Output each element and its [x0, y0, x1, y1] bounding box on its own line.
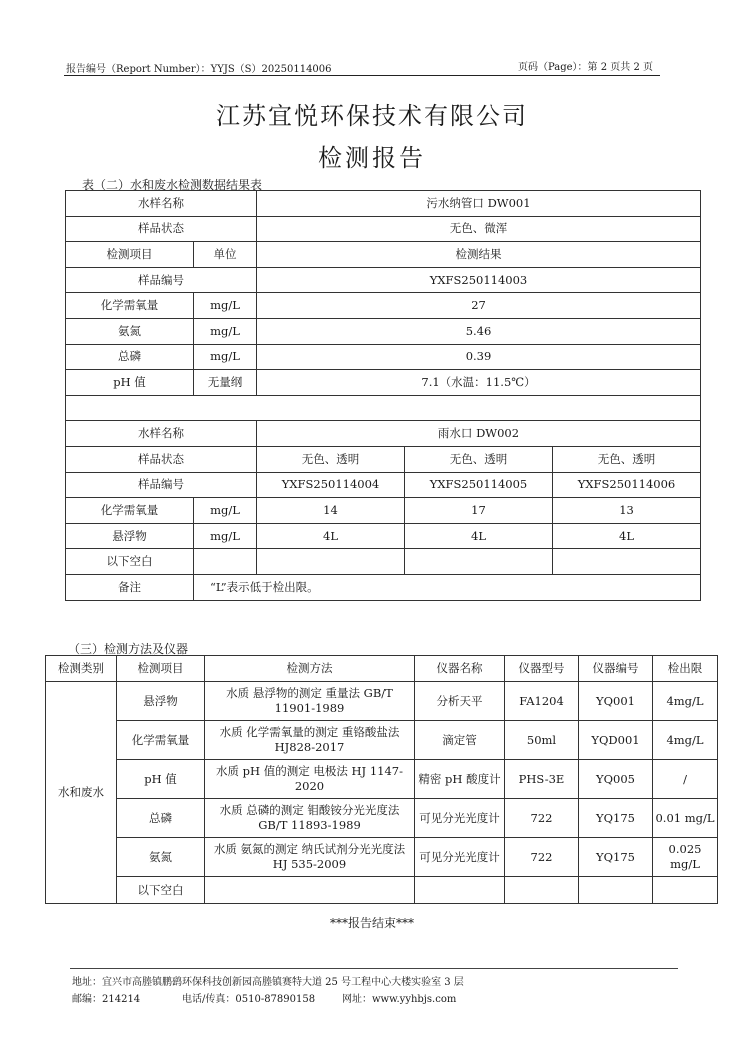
footer-contact — [72, 990, 456, 1005]
item-cell: pH 值 — [66, 370, 194, 396]
value-cell: 14 — [257, 498, 405, 524]
table-row — [66, 191, 701, 217]
header-cell: 检测项目 — [117, 656, 205, 682]
empty-cell — [194, 549, 257, 575]
unit-cell: 无量纲 — [194, 370, 257, 396]
value-cell: 7.1（水温：11.5℃） — [257, 370, 701, 396]
method-cell: 水质 氨氮的测定 纳氏试剂分光光度法 HJ 535-2009 — [205, 838, 415, 877]
category-cell: 水和废水 — [46, 682, 117, 904]
table-row — [66, 216, 701, 242]
value-cell: 4L — [405, 523, 553, 549]
table-row — [66, 446, 701, 472]
company-name: 江苏宜悦环保技术有限公司 — [216, 102, 528, 130]
table-row — [46, 721, 718, 760]
value-cell: YXFS250114005 — [405, 472, 553, 498]
item-cell: 氨氮 — [117, 838, 205, 877]
table-row — [66, 523, 701, 549]
value-cell: 无色、微浑 — [257, 216, 701, 242]
table-row — [46, 799, 718, 838]
limit-cell: 4mg/L — [653, 682, 718, 721]
table3-caption: （三）检测方法及仪器 — [68, 642, 189, 656]
value-cell: 无色、透明 — [553, 446, 701, 472]
value-cell: 无色、透明 — [257, 446, 405, 472]
instrument-cell: 精密 pH 酸度计 — [415, 760, 505, 799]
methods-instruments-table — [45, 655, 718, 904]
item-cell: 总磷 — [117, 799, 205, 838]
item-cell: 悬浮物 — [117, 682, 205, 721]
label-cell: 样品编号 — [66, 472, 257, 498]
number-cell: YQ001 — [579, 682, 653, 721]
number-cell: YQ175 — [579, 838, 653, 877]
table-row — [46, 838, 718, 877]
item-cell: 化学需氧量 — [66, 498, 194, 524]
limit-cell: 0.025 mg/L — [653, 838, 718, 877]
empty-cell — [257, 549, 405, 575]
empty-cell — [66, 395, 701, 421]
label-cell: 水样名称 — [66, 191, 257, 217]
empty-cell — [505, 877, 579, 904]
label-cell: 样品编号 — [66, 267, 257, 293]
header-cell: 仪器编号 — [579, 656, 653, 682]
value-cell: 5.46 — [257, 318, 701, 344]
report-end-mark: ***报告结束*** — [329, 916, 414, 930]
value-cell: 4L — [257, 523, 405, 549]
number-cell: YQ175 — [579, 799, 653, 838]
table-row — [66, 498, 701, 524]
instrument-cell: 分析天平 — [415, 682, 505, 721]
label-cell: 单位 — [194, 242, 257, 268]
table2-caption: 表（二）水和废水检测数据结果表 — [82, 178, 263, 192]
method-cell: 水质 化学需氧量的测定 重铬酸盐法 HJ828-2017 — [205, 721, 415, 760]
table-spacer-row — [66, 395, 701, 421]
water-results-table — [65, 190, 701, 601]
instrument-cell: 可见分光光度计 — [415, 838, 505, 877]
method-cell: 水质 pH 值的测定 电极法 HJ 1147-2020 — [205, 760, 415, 799]
value-cell: 4L — [553, 523, 701, 549]
value-cell: 17 — [405, 498, 553, 524]
value-cell: 0.39 — [257, 344, 701, 370]
table-row — [66, 421, 701, 447]
footer-phone: 电话/传真：0510-87890158 — [182, 994, 316, 1005]
method-cell: 水质 悬浮物的测定 重量法 GB/T 11901-1989 — [205, 682, 415, 721]
value-cell: 27 — [257, 293, 701, 319]
table-row — [66, 574, 701, 600]
blank-label-cell: 以下空白 — [117, 877, 205, 904]
label-cell: 样品状态 — [66, 446, 257, 472]
unit-cell: mg/L — [194, 498, 257, 524]
item-cell: 氨氮 — [66, 318, 194, 344]
value-cell: YXFS250114004 — [257, 472, 405, 498]
empty-cell — [405, 549, 553, 575]
limit-cell: 0.01 mg/L — [653, 799, 718, 838]
report-number: 报告编号（Report Number）：YYJS（S）20250114006 — [66, 64, 332, 75]
value-cell: 雨水口 DW002 — [257, 421, 701, 447]
unit-cell: mg/L — [194, 523, 257, 549]
item-cell: 化学需氧量 — [66, 293, 194, 319]
header-cell: 检测方法 — [205, 656, 415, 682]
footer-address: 地址：宜兴市高塍镇鹏鹞环保科技创新园高塍镇赛特大道 25 号工程中心大楼实验室 3 层 — [72, 977, 464, 988]
unit-cell: mg/L — [194, 318, 257, 344]
page-number: 页码（Page）：第 2 页共 2 页 — [518, 62, 653, 73]
model-cell: 722 — [505, 799, 579, 838]
limit-cell: / — [653, 760, 718, 799]
value-cell: YXFS250114003 — [257, 267, 701, 293]
item-cell: pH 值 — [117, 760, 205, 799]
empty-cell — [653, 877, 718, 904]
model-cell: 50ml — [505, 721, 579, 760]
model-cell: FA1204 — [505, 682, 579, 721]
label-cell: 检测项目 — [66, 242, 194, 268]
item-cell: 总磷 — [66, 344, 194, 370]
header-divider — [64, 75, 660, 76]
note-label-cell: 备注 — [66, 574, 194, 600]
unit-cell: mg/L — [194, 344, 257, 370]
instrument-cell: 滴定管 — [415, 721, 505, 760]
value-cell: 无色、透明 — [405, 446, 553, 472]
footer-postcode: 邮编：214214 — [72, 994, 141, 1005]
blank-label-cell: 以下空白 — [66, 549, 194, 575]
table-header-row — [46, 656, 718, 682]
item-cell: 化学需氧量 — [117, 721, 205, 760]
model-cell: PHS-3E — [505, 760, 579, 799]
table-row — [66, 549, 701, 575]
table-row — [66, 267, 701, 293]
method-cell: 水质 总磷的测定 钼酸铵分光光度法 GB/T 11893-1989 — [205, 799, 415, 838]
number-cell: YQ005 — [579, 760, 653, 799]
number-cell: YQD001 — [579, 721, 653, 760]
table-row — [66, 318, 701, 344]
note-value-cell: “L”表示低于检出限。 — [194, 574, 701, 600]
table-row — [46, 877, 718, 904]
instrument-cell: 可见分光光度计 — [415, 799, 505, 838]
value-cell: 污水纳管口 DW001 — [257, 191, 701, 217]
empty-cell — [205, 877, 415, 904]
model-cell: 722 — [505, 838, 579, 877]
label-cell: 检测结果 — [257, 242, 701, 268]
label-cell: 水样名称 — [66, 421, 257, 447]
unit-cell: mg/L — [194, 293, 257, 319]
empty-cell — [415, 877, 505, 904]
footer-divider — [70, 968, 678, 969]
table-row — [66, 242, 701, 268]
empty-cell — [579, 877, 653, 904]
header-cell: 仪器型号 — [505, 656, 579, 682]
header-cell: 仪器名称 — [415, 656, 505, 682]
value-cell: YXFS250114006 — [553, 472, 701, 498]
table-row — [66, 472, 701, 498]
table-row — [66, 344, 701, 370]
empty-cell — [553, 549, 701, 575]
footer-website: 网址：www.yyhbjs.com — [342, 994, 457, 1005]
header-cell: 检测类别 — [46, 656, 117, 682]
header-cell: 检出限 — [653, 656, 718, 682]
value-cell: 13 — [553, 498, 701, 524]
report-title: 检测报告 — [318, 144, 426, 172]
table-row — [66, 293, 701, 319]
table-row — [46, 760, 718, 799]
table-row — [46, 682, 718, 721]
table-row — [66, 370, 701, 396]
limit-cell: 4mg/L — [653, 721, 718, 760]
item-cell: 悬浮物 — [66, 523, 194, 549]
label-cell: 样品状态 — [66, 216, 257, 242]
